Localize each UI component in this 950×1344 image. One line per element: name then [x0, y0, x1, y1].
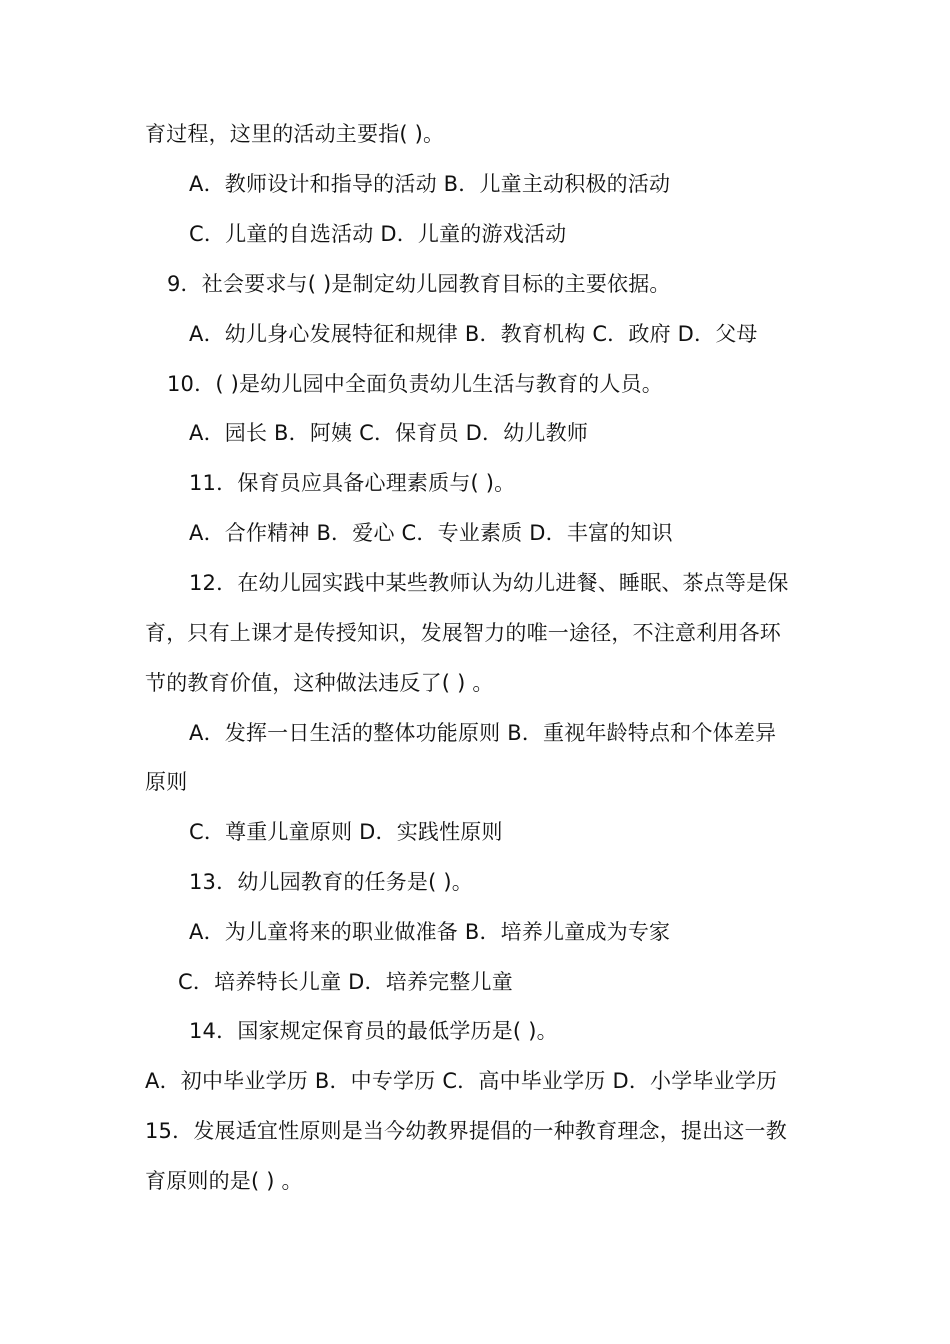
- question-10-options: A．园长 B．阿姨 C．保育员 D．幼儿教师: [189, 421, 589, 445]
- question-11-options: A．合作精神 B．爱心 C．专业素质 D．丰富的知识: [189, 521, 673, 545]
- question-9-options: A．幼儿身心发展特征和规律 B．教育机构 C．政府 D．父母: [189, 322, 758, 346]
- question-12-options-ab-cont: 原则: [145, 770, 188, 794]
- text-line: 育过程，这里的活动主要指( )。: [145, 122, 445, 146]
- question-12-options-ab: A．发挥一日生活的整体功能原则 B．重视年龄特点和个体差异: [189, 721, 777, 745]
- question-15-cont: 育原则的是( ) 。: [145, 1169, 303, 1193]
- question-12-cont: 育，只有上课才是传授知识，发展智力的唯一途径，不注意利用各环: [145, 621, 781, 645]
- question-11: 11．保育员应具备心理素质与( )。: [189, 471, 516, 495]
- question-14-options: A．初中毕业学历 B．中专学历 C．高中毕业学历 D．小学毕业学历: [145, 1069, 778, 1093]
- question-14: 14．国家规定保育员的最低学历是( )。: [189, 1019, 558, 1043]
- question-12-options-cd: C．尊重儿童原则 D．实践性原则: [189, 820, 503, 844]
- question-13: 13．幼儿园教育的任务是( )。: [189, 870, 473, 894]
- question-15: 15．发展适宜性原则是当今幼教界提倡的一种教育理念，提出这一教: [145, 1119, 787, 1143]
- question-9: 9．社会要求与( )是制定幼儿园教育目标的主要依据。: [167, 272, 671, 296]
- question-13-options-ab: A．为儿童将来的职业做准备 B．培养儿童成为专家: [189, 920, 671, 944]
- question-10: 10．( )是幼儿园中全面负责幼儿生活与教育的人员。: [167, 372, 663, 396]
- question-8-options-ab: A．教师设计和指导的活动 B．儿童主动积极的活动: [189, 172, 671, 196]
- question-12-cont: 节的教育价值，这种做法违反了( ) 。: [145, 671, 494, 695]
- question-8-options-cd: C．儿童的自选活动 D．儿童的游戏活动: [189, 222, 567, 246]
- question-12: 12．在幼儿园实践中某些教师认为幼儿进餐、睡眠、茶点等是保: [189, 571, 789, 595]
- question-13-options-cd: C．培养特长儿童 D．培养完整儿童: [178, 970, 513, 994]
